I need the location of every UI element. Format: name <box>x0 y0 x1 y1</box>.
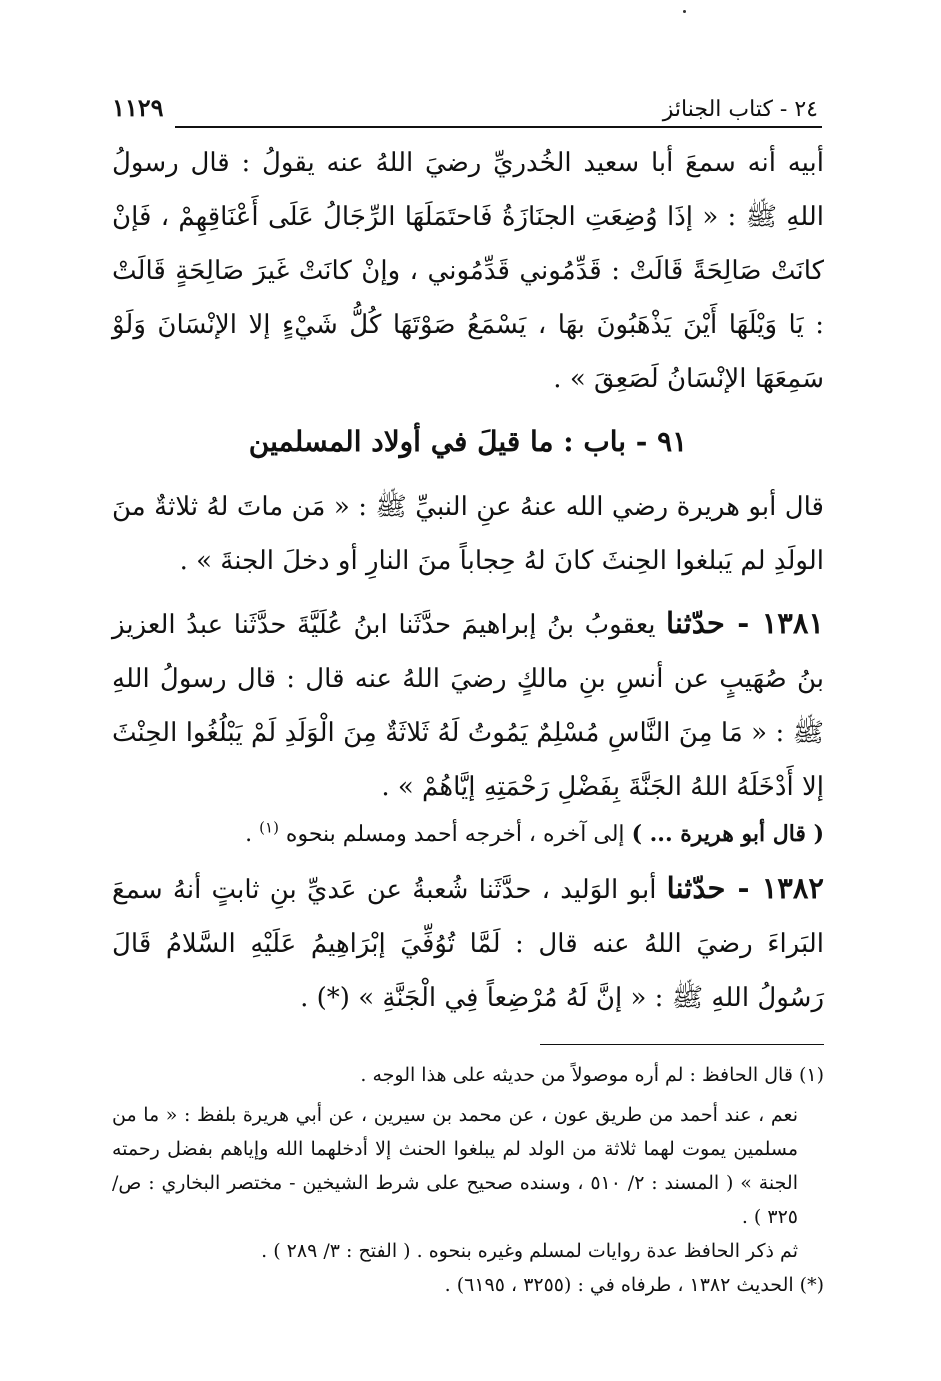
intro-paragraph: أبيه أنه سمعَ أبا سعيد الخُدريِّ رضيَ اللهُ عنه يقولُ : قال رسولُ اللهِ ﷺ : « إذَا وُضِعَتِ الجنَازَةُ فَاحتَمَلَهَا الرِّجَالُ عَلَى أَعْنَاقِهِمْ ، فَإنْ كانَتْ صَالِحَةً قَالَتْ : قَدِّمُوني قَدِّمُوني ، وإنْ كانَتْ غَيرَ صَالِحَةٍ قَالَتْ : يَا وَيْلَهَا أَيْنَ يَذْهَبُونَ بهَا ، يَسْمَعُ صَوْتَهَا كُلُّ شَيْءٍ إلا الإنْسَانَ وَلَوْ سَمِعَهَا الإنْسَانُ لَصَعِقَ » . <box>112 148 824 394</box>
scan-speck <box>683 10 686 13</box>
hadith-1381-text: يعقوبُ بنُ إبراهيمَ حدَّثَنا ابنُ عُلَيَّةَ حدَّثَنا عبدُ العزيز بنُ صُهَيبٍ عن أنسِ بنِ مالكٍ رضيَ اللهُ عنه قال : قال رسولُ اللهِ ﷺ : « مَا مِنَ النَّاسِ مُسْلِمٌ يَمُوتُ لَهُ ثَلاثَةٌ مِنَ الْوَلَدِ لَمْ يَبْلُغُوا الحِنْثَ إلا أَدْخَلَهُ اللهُ الجَنَّةَ بِفَضْلِ رَحْمَتِهِ إيَّاهُمْ » . <box>112 610 824 802</box>
chapter-title: ٢٤ - كتاب الجنائز <box>662 97 818 122</box>
hadith-1382-number: ١٣٨٢ - حدّثنا <box>666 871 824 905</box>
hadith-1382 <box>112 861 824 1025</box>
main-text <box>112 136 824 1025</box>
footnote-star: (*) الحديث ١٣٨٢ ، طرفاه في : (٣٢٥٥ ، ٦١٩٥) . <box>444 1274 824 1296</box>
hadith-1381-note: ( قال أبو هريرة ... ) إلى آخره ، أخرجه أحمد ومسلم بنحوه $^{(١)}$ . <box>245 818 824 847</box>
footnote-rule <box>540 1044 824 1045</box>
bab-text: قال أبو هريرة رضي الله عنهُ عنِ النبيِّ ﷺ : « مَن ماتَ لهُ ثلاثةٌ منَ الولَدِ لم يَبلغوا الحِنثَ كانَ لهُ حِجاباً منَ النارِ أو دخلَ الجنةَ » . <box>112 492 824 576</box>
footnote-1-more: ثم ذكر الحافظ عدة روايات لمسلم وغيره بنحوه . ( الفتح : ٣/ ٢٨٩ ) . <box>261 1240 798 1262</box>
hadith-1381 <box>112 596 824 814</box>
footnote-ref: (١) <box>259 818 279 837</box>
footnote-1: (١) قال الحافظ : لم أره موصولاً من حديثه على هذا الوجه . <box>360 1064 824 1086</box>
note-bold: ( قال أبو هريرة ... ) <box>631 821 824 847</box>
header-rule <box>175 126 822 128</box>
page-number: ١١٢٩ <box>112 93 164 122</box>
bab-heading: ٩١ - باب : ما قيلَ في أولاد المسلمين <box>248 425 688 458</box>
footnotes <box>112 1058 824 1302</box>
hadith-1382-text: أبو الوَليد ، حدَّثَنا شُعبةُ عن عَديِّ بنِ ثابتٍ أنهُ سمعَ البَراءَ رضيَ اللهُ عنه قال : لَمَّا تُوُفِّيَ إبْرَاهِيمُ عَلَيْهِ السَّلامُ قَالَ رَسُولُ اللهِ ﷺ : « إنَّ لَهُ مُرْضِعاً فِي الْجَنَّةِ » (*) . <box>112 875 824 1013</box>
hadith-1381-number: ١٣٨١ - حدّثنا <box>666 606 824 640</box>
note-text: إلى آخره ، أخرجه أحمد ومسلم بنحوه <box>285 822 625 847</box>
footnote-1-cont: نعم ، عند أحمد من طريق عون ، عن محمد بن سيرين ، عن أبي هريرة بلفظ : « ما من مسلمين يموت لهما ثلاثة من الولد لم يبلغوا الحنث إلا أدخلهما الله وإياهم بفضل رحمته الجنة » ( المسند : ٢/ ٥١٠ ، وسنده صحيح على شرط الشيخين - مختصر البخاري : ص/ ٣٢٥ ) . <box>112 1104 798 1228</box>
page-header <box>112 82 818 122</box>
